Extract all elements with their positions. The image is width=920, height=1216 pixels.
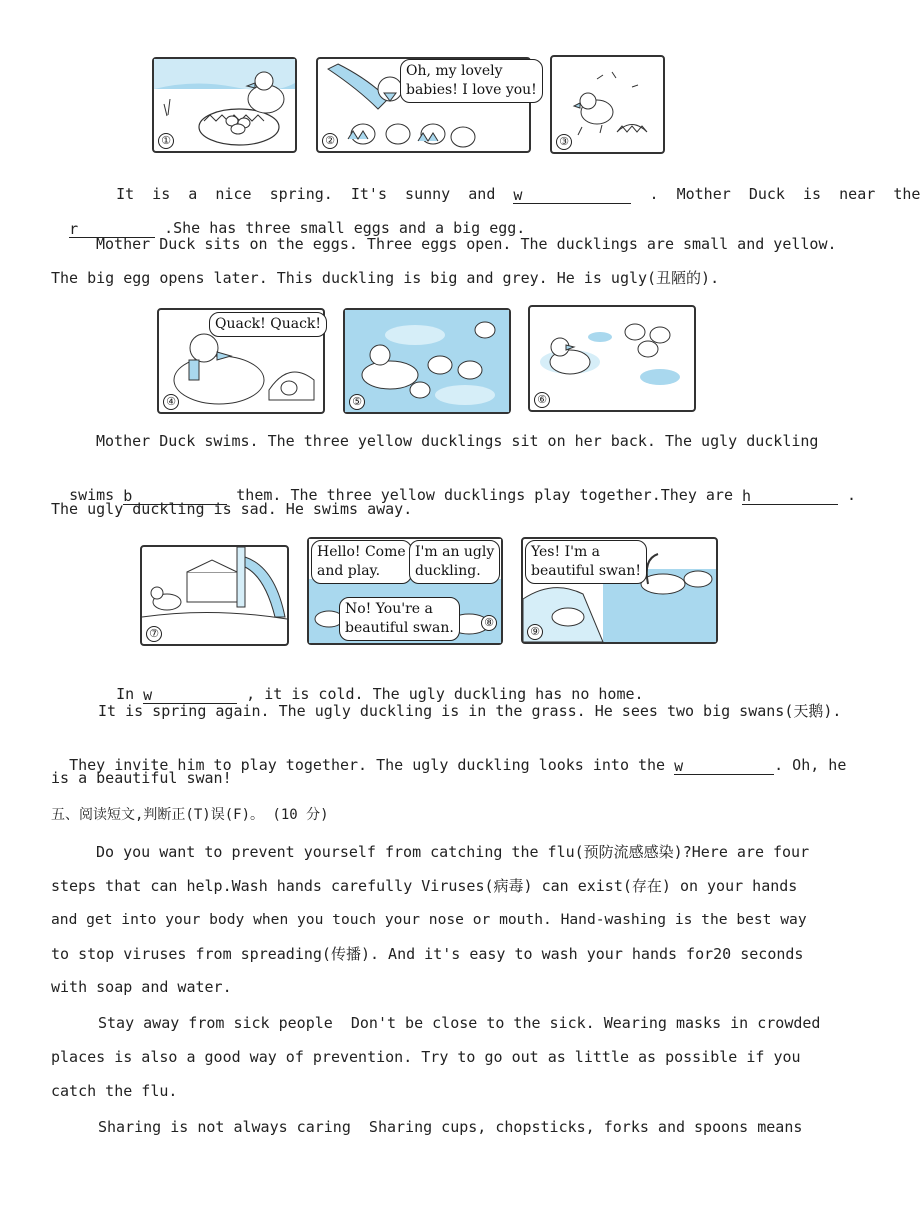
speech-bubble-ugly-duckling: I'm an ugly duckling.: [409, 540, 500, 584]
mother-duck-nest-illustration: [154, 59, 295, 151]
story-text: They invite him to play together. The ugly duckling looks into the: [69, 756, 675, 774]
speech-bubble-beautiful-swan: No! You're a beautiful swan.: [339, 597, 460, 641]
story-line: The big egg opens later. This duckling is big and grey. He is ugly(丑陋的).: [51, 269, 720, 287]
story-line: The ugly duckling is sad. He swims away.: [51, 500, 413, 518]
blank-hint: w: [513, 186, 523, 204]
picture-3: [550, 55, 665, 154]
story-text: .: [838, 486, 857, 504]
passage-line: with soap and water.: [51, 978, 232, 996]
blank-hint: h: [742, 487, 752, 505]
picture-number-4: ④: [163, 394, 179, 410]
passage-line: Sharing is not always caring Sharing cups, chopsticks, forks and spoons means: [98, 1118, 803, 1136]
picture-number-7: ⑦: [146, 626, 162, 642]
answer-blank-w1[interactable]: [513, 185, 631, 204]
story-text: . Oh, he: [774, 756, 847, 774]
section-heading: 五、阅读短文,判断正(T)误(F)。 (10 分): [51, 807, 329, 823]
story-text: It is a nice spring. It's sunny and: [116, 185, 514, 203]
picture-7: [140, 545, 289, 646]
passage-line: catch the flu.: [51, 1082, 178, 1100]
story-line: Mother Duck sits on the eggs. Three eggs open. The ducklings are small and yellow.: [96, 235, 837, 253]
story-text: In: [116, 685, 144, 703]
picture-number-1: ①: [158, 133, 174, 149]
passage-line: steps that can help.Wash hands carefully Viruses(病毒) can exist(存在) on your hands: [51, 877, 798, 895]
picture-1: [152, 57, 297, 153]
story-line: Mother Duck swims. The three yellow ducklings sit on her back. The ugly duckling: [96, 432, 819, 450]
picture-number-6: ⑥: [534, 392, 550, 408]
story-line: is a beautiful swan!: [51, 769, 232, 787]
picture-9: [521, 537, 718, 644]
story-text: swims: [69, 486, 124, 504]
story-text: . Mother Duck is near the: [631, 185, 920, 203]
answer-blank-h[interactable]: [742, 486, 838, 505]
passage-line: to stop viruses from spreading(传播). And it's easy to wash your hands for20 seconds: [51, 945, 804, 963]
blank-hint: w: [143, 686, 153, 704]
passage-line: and get into your body when you touch your nose or mouth. Hand-washing is the best way: [51, 911, 807, 928]
story-text: .She has three small eggs and a big egg.: [155, 219, 526, 237]
picture-number-3: ③: [556, 134, 572, 150]
blank-hint: r: [69, 220, 79, 238]
picture-5: [343, 308, 511, 414]
passage-line: Stay away from sick people Don't be close to the sick. Wearing masks in crowded: [98, 1014, 821, 1032]
story-line: [51, 198, 525, 238]
speech-bubble-quack: Quack! Quack!: [209, 312, 327, 337]
story-line: [98, 664, 644, 704]
picture-6: [528, 305, 696, 412]
blank-hint: w: [674, 757, 684, 775]
picture-number-5: ⑤: [349, 394, 365, 410]
speech-bubble-swan-invite: Hello! Come and play.: [311, 540, 412, 584]
speech-bubble-mother-duck: Oh, my lovely babies! I love you!: [400, 59, 543, 103]
picture-2: [316, 57, 537, 153]
passage-line: places is also a good way of prevention. Try to go out as little as possible if you: [51, 1048, 801, 1066]
picture-number-9: ⑨: [527, 624, 543, 640]
story-text: them. The three yellow ducklings play together.They are: [227, 486, 743, 504]
ducklings-on-back-illustration: [345, 310, 509, 412]
winter-duckling-illustration: [142, 547, 287, 644]
picture-4: [157, 308, 325, 414]
story-text: , it is cold. The ugly duckling has no home.: [237, 685, 644, 703]
picture-number-2: ②: [322, 133, 338, 149]
picture-number-8: ⑧: [481, 615, 497, 631]
passage-line: Do you want to prevent yourself from catching the flu(预防流感感染)?Here are four: [96, 843, 810, 861]
answer-blank-w3[interactable]: [674, 756, 774, 775]
speech-bubble-yes-swan: Yes! I'm a beautiful swan!: [525, 540, 647, 584]
picture-8: [307, 537, 503, 645]
story-line: It is spring again. The ugly duckling is in the grass. He sees two big swans(天鹅).: [98, 702, 842, 720]
blank-hint: b: [123, 487, 133, 505]
ugly-duckling-swims-away-illustration: [530, 307, 694, 410]
